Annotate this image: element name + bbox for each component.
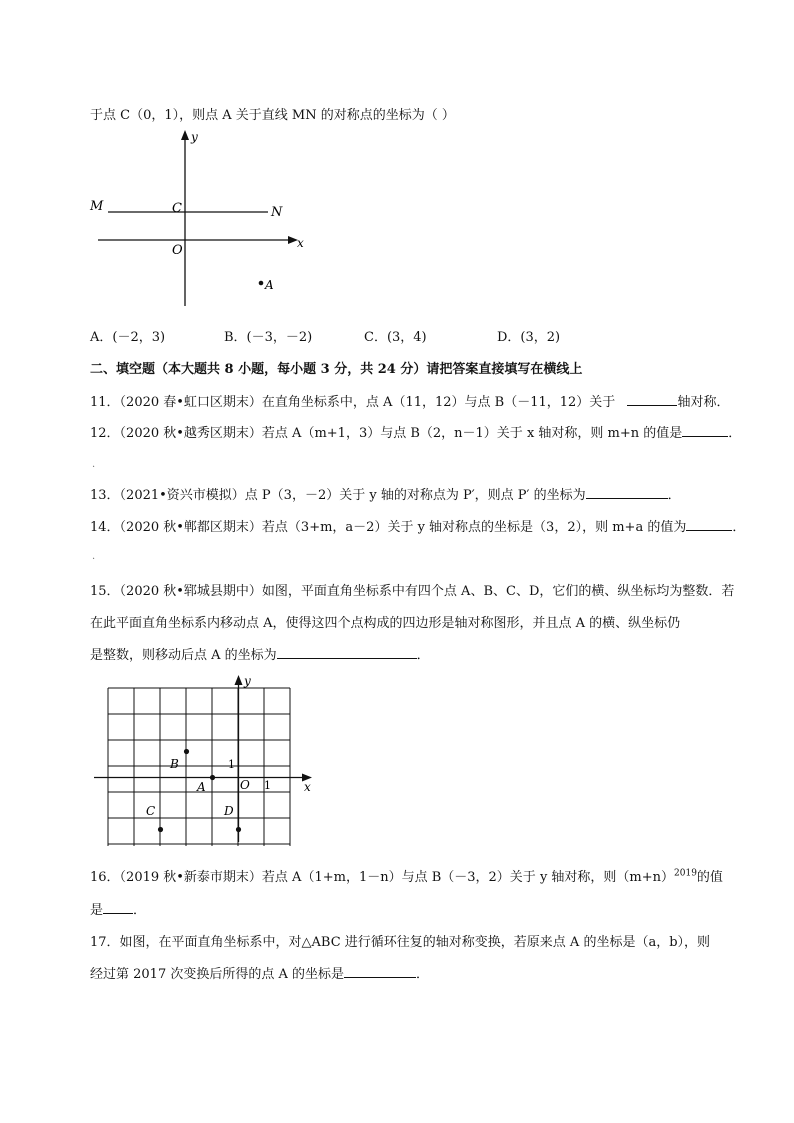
q15-label-b: B: [170, 757, 179, 771]
q17-line2: [90, 963, 429, 982]
q16-line1-end: 的值: [696, 870, 723, 885]
q15-line1: 15．（2020 秋•郓城县期中）如图，平面直角坐标系中有四个点 A、B、C、D，它们的横、纵坐标均为整数．若: [90, 584, 735, 599]
q15-label-a: A: [197, 780, 206, 794]
q15-label-d: D: [224, 804, 234, 818]
q11-answer-blank[interactable]: [627, 393, 677, 406]
q13-after: ．: [667, 488, 681, 503]
q10-label-o: O: [172, 243, 183, 258]
q16-after: ．: [133, 903, 147, 918]
q10-y-arrow: [181, 130, 189, 140]
q10-option-d: D．(3，2): [497, 330, 561, 345]
q15-after: ．: [416, 648, 430, 663]
q15-label-x: x: [304, 780, 311, 794]
q15-label-o: O: [240, 778, 250, 792]
q10-point-a: [259, 281, 264, 286]
q17-answer-blank[interactable]: [344, 965, 416, 978]
q15-label-y: y: [244, 674, 251, 688]
q15-line3-text: 是整数，则移动后点 A 的坐标为: [90, 648, 277, 663]
q10-option-b: B．(－3，－2): [224, 330, 313, 345]
q12-after: ．: [728, 426, 742, 441]
q14-margin-dot: ·: [92, 554, 96, 565]
q10-option-a: A．(－2，3): [90, 330, 166, 345]
q16-exponent: 2019: [674, 868, 697, 879]
q10-figure: [80, 128, 320, 313]
q15-label-c: C: [146, 804, 156, 818]
q17-after: ．: [416, 967, 430, 982]
q15-line2: 在此平面直角坐标系内移动点 A，使得这四个点构成的四边形是轴对称图形，并且点 A 的横、纵坐标仍: [90, 616, 681, 631]
q16-line2-text: 是: [90, 903, 104, 918]
q14-after: ．: [732, 520, 746, 535]
q10-label-n: N: [271, 205, 283, 220]
q16-answer-blank[interactable]: [103, 901, 133, 914]
q11-text: 11．（2020 春•虹口区期末）在直角坐标系中，点 A（11，12）与点 B（－11，12）关于: [90, 395, 616, 410]
q15-label-one-x: 1: [264, 779, 271, 792]
q11: [90, 391, 729, 410]
q10-label-a: A: [265, 278, 274, 292]
q12-answer-blank[interactable]: [682, 424, 728, 437]
q15-point-b: [184, 749, 189, 754]
q14-text: 14．（2020 秋•郸都区期末）若点（3+m，a－2）关于 y 轴对称点的坐标是（3，2），则 m+a 的值为: [90, 520, 687, 535]
q13-answer-blank[interactable]: [586, 486, 668, 499]
q11-after: 轴对称．: [677, 395, 730, 410]
section-2-heading: 二、填空题（本大题共 8 小题，每小题 3 分，共 24 分）请把答案直接填写在横线上: [90, 362, 583, 377]
q13-text: 13．（2021•资兴市模拟）点 P（3，－2）关于 y 轴的对称点为 P′，则点 P′ 的坐标为: [90, 488, 586, 503]
q13: [90, 484, 681, 503]
q10-label-c: C: [172, 201, 182, 216]
q15-line3: [90, 644, 430, 663]
q15-grid: [108, 688, 290, 846]
q15-label-one-y: 1: [228, 758, 235, 771]
q10-label-m: M: [90, 199, 104, 214]
q12-text: 12．（2020 秋•越秀区期末）若点 A（m+1，3）与点 B（2，n－1）关于 x 轴对称，则 m+n 的值是: [90, 426, 683, 441]
q12: [90, 422, 741, 441]
q10-option-c: C．(3，4): [364, 330, 427, 345]
q15-figure: [90, 674, 320, 846]
q10-label-y: y: [191, 130, 198, 144]
q16-line2: [90, 899, 146, 918]
q14: [90, 516, 745, 535]
q10-label-x: x: [297, 236, 304, 250]
q12-margin-dot: ·: [92, 462, 96, 473]
q16-line1: [90, 866, 723, 885]
q16-line1-text: 16．（2019 秋•新泰市期末）若点 A（1+m，1－n）与点 B（－3，2）关于 y 轴对称，则（m+n）: [90, 870, 675, 885]
q10-stem: 于点 C（0，1），则点 A 关于直线 MN 的对称点的坐标为（ ）: [90, 108, 455, 123]
q15-answer-blank[interactable]: [277, 646, 417, 659]
q17-line1: 17．如图，在平面直角坐标系中，对△ABC 进行循环往复的轴对称变换，若原来点 A 的坐标是（a，b），则: [90, 935, 711, 950]
q14-answer-blank[interactable]: [686, 518, 732, 531]
q17-line2-text: 经过第 2017 次变换后所得的点 A 的坐标是: [90, 967, 345, 982]
q15-point-c: [158, 827, 163, 832]
q15-point-a: [210, 775, 215, 780]
q15-y-arrow: [235, 675, 243, 685]
q15-point-d: [236, 827, 241, 832]
